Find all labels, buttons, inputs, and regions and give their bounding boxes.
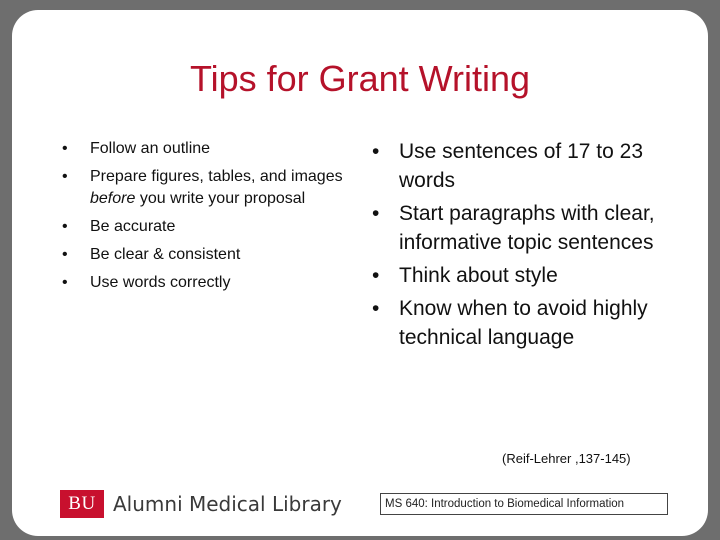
list-item-text: Be clear & consistent — [90, 246, 241, 263]
library-logo — [60, 490, 342, 518]
list-item — [60, 244, 360, 266]
list-item — [60, 272, 360, 294]
right-bullet-list — [368, 137, 668, 356]
citation: (Reif-Lehrer ,137-145) — [502, 451, 631, 466]
list-item-text: Use words correctly — [90, 274, 231, 291]
list-item-text: Be accurate — [90, 218, 176, 235]
slide-title: Tips for Grant Writing — [189, 58, 531, 99]
list-item — [60, 216, 360, 238]
course-label: MS 640: Introduction to Biomedical Information — [380, 493, 668, 515]
list-item-text: Follow an outline — [90, 140, 211, 157]
list-item-text: you write your proposal — [135, 190, 306, 207]
list-item — [60, 166, 360, 210]
list-item — [60, 138, 360, 160]
left-bullet-list — [60, 138, 360, 300]
list-item-emphasis: before — [90, 190, 136, 207]
library-name: Alumni Medical Library — [113, 492, 342, 516]
list-item: • Know when to avoid highly technical language — [368, 294, 668, 352]
list-item: • Use sentences of 17 to 23 words — [368, 137, 668, 195]
bu-logo-icon: BU — [60, 490, 104, 518]
slide — [12, 10, 708, 536]
list-item: • Start paragraphs with clear, informative topic sentences — [368, 199, 668, 257]
list-item: • Think about style — [368, 261, 668, 290]
list-item-text: Prepare figures, tables, and images — [90, 168, 343, 185]
